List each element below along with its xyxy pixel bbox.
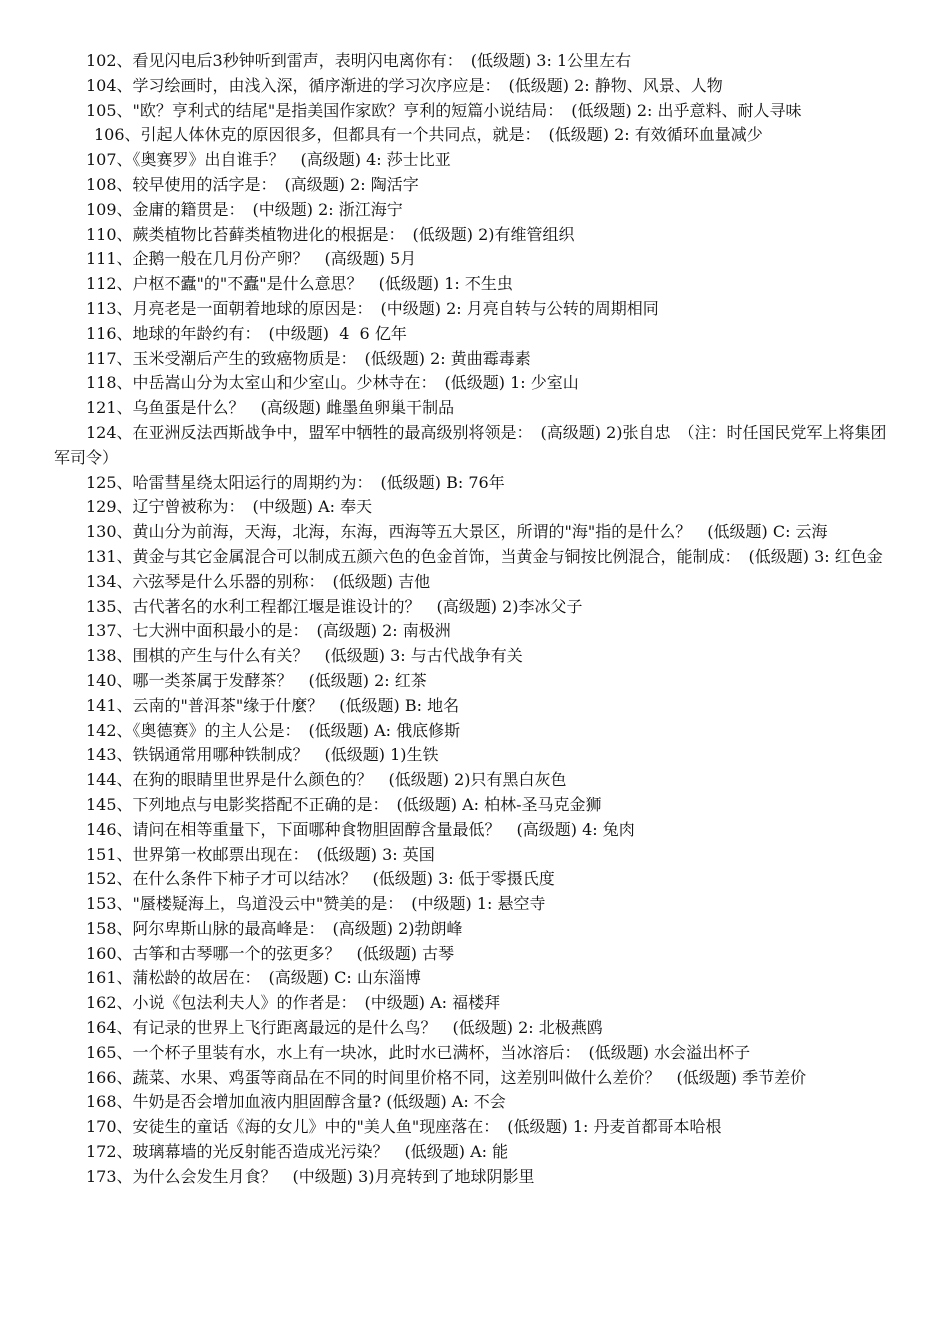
quiz-item: 134、六弦琴是什么乐器的别称： (低级题) 吉他 (86, 571, 431, 591)
quiz-item: 131、黄金与其它金属混合可以制成五颜六色的色金首饰，当黄金与铜按比例混合，能制成： (低级题) 3: 红色金 (86, 546, 883, 566)
quiz-item: 113、月亮老是一面朝着地球的原因是： (中级题) 2: 月亮自转与公转的周期相同 (86, 298, 659, 318)
quiz-item: 125、哈雷彗星绕太阳运行的周期约为： (低级题) B: 76年 (86, 472, 505, 492)
quiz-item: 162、小说《包法利夫人》的作者是： (中级题) A: 福楼拜 (86, 993, 501, 1013)
quiz-item: 129、辽宁曾被称为： (中级题) A: 奉天 (86, 497, 373, 517)
quiz-item: 112、户枢不蠹"的"不蠹"是什么意思？ (低级题) 1: 不生虫 (86, 274, 513, 294)
quiz-item: 172、玻璃幕墙的光反射能否造成光污染？ (低级题) A: 能 (86, 1142, 509, 1162)
quiz-item: 138、围棋的产生与什么有关？ (低级题) 3: 与古代战争有关 (86, 646, 523, 666)
quiz-item: 141、云南的"普洱茶"缘于什麼？ (低级题) B: 地名 (86, 695, 460, 715)
quiz-item: 106、引起人体休克的原因很多，但都具有一个共同点，就是： (低级题) 2: 有效循环血量减少 (94, 125, 763, 145)
quiz-item: 166、蔬菜、水果、鸡蛋等商品在不同的时间里价格不同，这差别叫做什么差价？ (低级题) 季节差价 (86, 1067, 807, 1087)
quiz-item: 160、古筝和古琴哪一个的弦更多？ (低级题) 古琴 (86, 943, 455, 963)
quiz-item: 108、较早使用的活字是： (高级题) 2: 陶活字 (86, 174, 419, 194)
quiz-item: 137、七大洲中面积最小的是： (高级题) 2: 南极洲 (86, 621, 451, 641)
quiz-item: 145、下列地点与电影奖搭配不正确的是： (低级题) A: 柏林-圣马克金狮 (86, 794, 602, 814)
quiz-item: 153、"蜃楼疑海上，鸟道没云中"赞美的是： (中级题) 1: 悬空寺 (86, 894, 546, 914)
quiz-item: 102、看见闪电后3秒钟听到雷声，表明闪电离你有： (低级题) 3: 1公里左右 (86, 51, 632, 70)
quiz-item: 170、安徒生的童话《海的女儿》中的"美人鱼"现座落在： (低级题) 1: 丹麦首都哥本哈根 (86, 1117, 722, 1137)
quiz-item: 161、蒲松龄的故居在： (高级题) C: 山东淄博 (86, 968, 421, 988)
quiz-item: 140、哪一类茶属于发酵茶？ (低级题) 2: 红茶 (86, 670, 427, 690)
quiz-item: 158、阿尔卑斯山脉的最高峰是： (高级题) 2)勃朗峰 (86, 918, 463, 938)
quiz-item: 168、牛奶是否会增加血液内胆固醇含量? (低级题) A: 不会 (86, 1092, 506, 1112)
quiz-item: 111、企鹅一般在几月份产卵？ (高级题) 5月 (86, 249, 417, 269)
quiz-item: 152、在什么条件下柿子才可以结冰？ (低级题) 3: 低于零摄氏度 (86, 869, 555, 889)
quiz-item: 105、"欧？亨利式的结尾"是指美国作家欧？亨利的短篇小说结局： (低级题) 2: 出乎意料、耐人寻味 (86, 100, 802, 120)
quiz-item: 135、古代著名的水利工程都江堰是谁设计的？ (高级题) 2)李冰父子 (86, 596, 583, 616)
quiz-item: 142、《奥德赛》的主人公是： (低级题) A: 俄底修斯 (86, 720, 461, 740)
quiz-item: 121、乌鱼蛋是什么？ (高级题) 雌墨鱼卵巢干制品 (86, 398, 455, 418)
quiz-item: 165、一个杯子里装有水，水上有一块冰，此时水已满杯，当冰溶后： (低级题) 水会溢出杯子 (86, 1042, 751, 1062)
quiz-item: 151、世界第一枚邮票出现在： (低级题) 3: 英国 (86, 844, 435, 864)
quiz-item: 116、地球的年龄约有： (中级题) 4 6 亿年 (86, 323, 407, 343)
quiz-item: 109、金庸的籍贯是： (中级题) 2: 浙江海宁 (86, 199, 403, 219)
quiz-item: 107、《奥赛罗》出自谁手？ (高级题) 4: 莎士比亚 (86, 150, 451, 170)
quiz-item: 173、为什么会发生月食？ (中级题) 3)月亮转到了地球阴影里 (86, 1166, 535, 1186)
quiz-item: 146、请问在相等重量下，下面哪种食物胆固醇含量最低？ (高级题) 4: 兔肉 (86, 819, 635, 839)
quiz-item: 118、中岳嵩山分为太室山和少室山。少林寺在： (低级题) 1: 少室山 (86, 373, 579, 393)
quiz-item: 164、有记录的世界上飞行距离最远的是什么鸟？ (低级题) 2: 北极燕鸥 (86, 1018, 603, 1038)
quiz-item: 104、学习绘画时，由浅入深，循序渐进的学习次序应是： (低级题) 2: 静物、风景、人物 (86, 75, 723, 95)
quiz-item: 144、在狗的眼睛里世界是什么颜色的？ (低级题) 2)只有黑白灰色 (86, 770, 567, 790)
quiz-item: 130、黄山分为前海，天海，北海，东海，西海等五大景区，所谓的"海"指的是什么？ (低级题) C: 云海 (86, 522, 828, 542)
quiz-item: 110、蕨类植物比苔藓类植物进化的根据是： (低级题) 2)有维管组织 (86, 224, 575, 244)
quiz-item: 117、玉米受潮后产生的致癌物质是： (低级题) 2: 黄曲霉毒素 (86, 348, 531, 368)
quiz-item: 143、铁锅通常用哪种铁制成？ (低级题) 1)生铁 (86, 745, 439, 765)
quiz-item: 124、在亚洲反法西斯战争中，盟军中牺牲的最高级别将领是： (高级题) 2)张自忠 （注：时任国民党军上将集团军司令） (54, 422, 887, 467)
